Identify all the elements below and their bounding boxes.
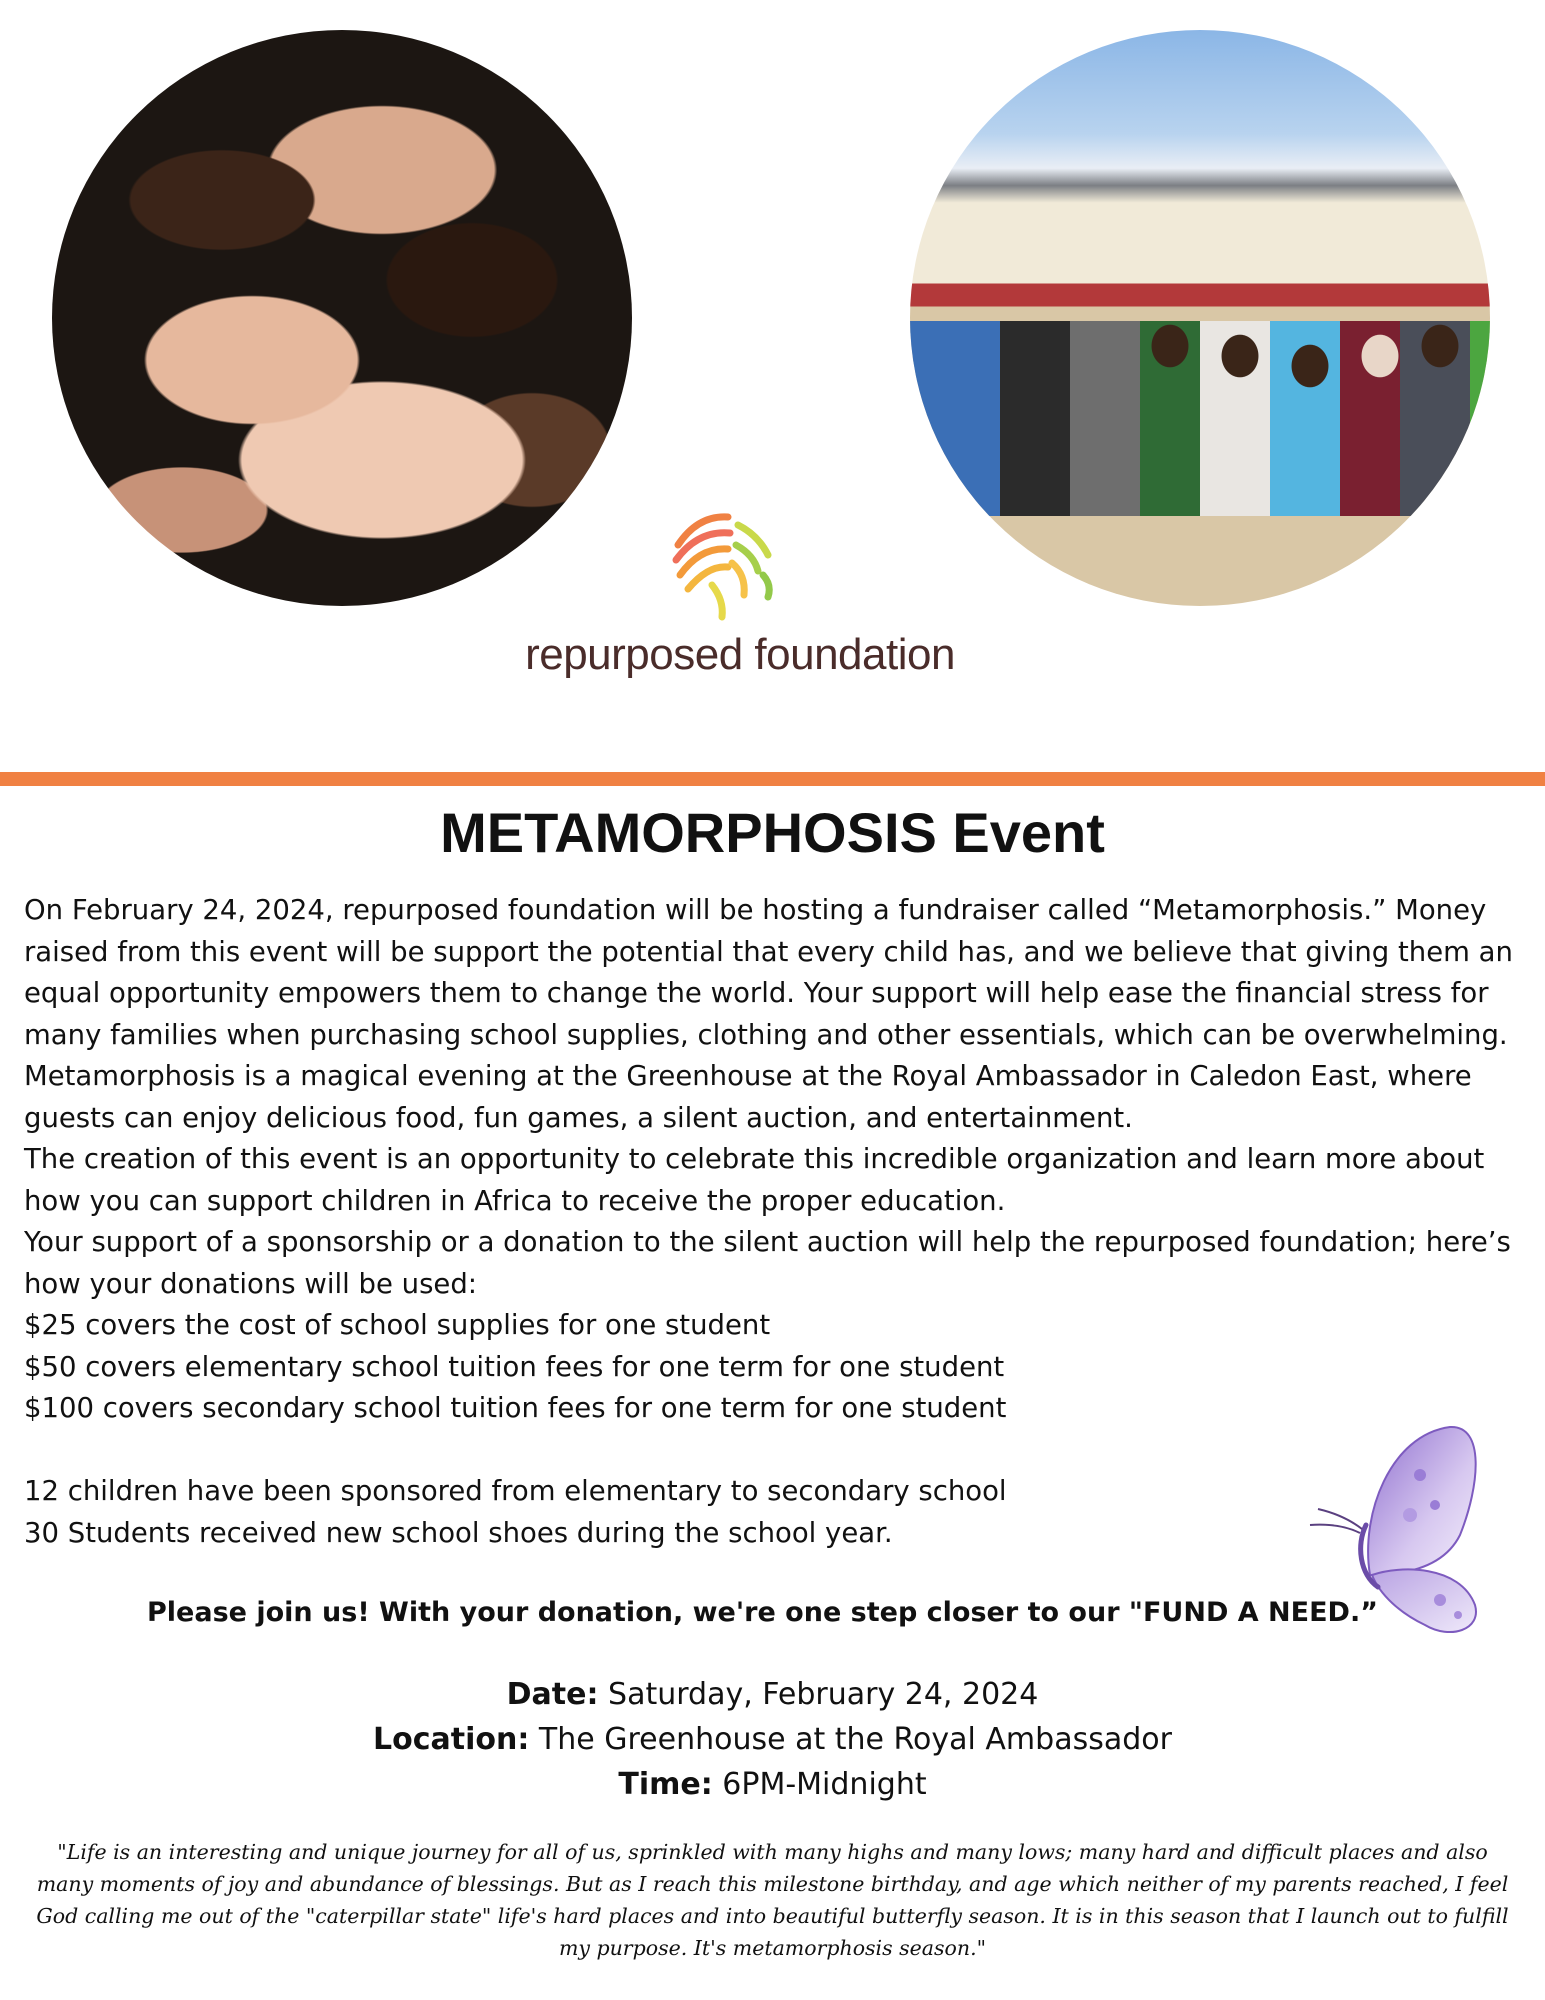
birthday-quote: "Life is an interesting and unique journey for all of us, sprinkled with many highs and many lows; many hard and difficult places and also many moments of joy and abundance of blessings. But as I reach this milestone birthday, and age which neither of my parents reached, I feel God calling me out of the "caterpillar state" life's hard places and into beautiful butterfly season. It is in this season that I launch out to fulfill my purpose. It's metamorphosis season." xyxy=(36,1840,1509,1960)
event-description xyxy=(24,890,1524,1554)
africa-map-logo-icon xyxy=(668,505,784,625)
event-location xyxy=(0,1717,1545,1762)
call-to-action: Please join us! With your donation, we're one step closer to our "FUND A NEED.” xyxy=(147,1597,1378,1628)
time-label: Time: xyxy=(618,1767,713,1802)
donation-item: $25 covers the cost of school supplies for one student xyxy=(24,1309,771,1341)
date-label: Date: xyxy=(506,1677,599,1712)
paragraph-celebrate: The creation of this event is an opportunity to celebrate this incredible organization and learn more about how you can support children in Africa to receive the proper education. xyxy=(24,1143,1485,1217)
achievement-item: 30 Students received new school shoes during the school year. xyxy=(24,1516,893,1549)
location-label: Location: xyxy=(373,1722,530,1757)
hands-together-photo xyxy=(52,30,632,606)
school-group-photo xyxy=(910,30,1490,606)
event-details xyxy=(0,1672,1545,1807)
achievement-item: 12 children have been sponsored from elementary to secondary school xyxy=(24,1475,1007,1507)
paragraph-intro: On February 24, 2024, repurposed foundation will be hosting a fundraiser called “Metamorphosis.” Money raised from this event will be support the potential that every child has, and we believe that giving them an equal opportunity empowers them to change the world. Your support will help ease the financial stress for many families when purchasing school supplies, clothing and other essentials, which can be overwhelming. xyxy=(24,894,1513,1051)
time-value: 6PM-Midnight xyxy=(712,1767,927,1802)
foundation-logo-text: repurposed foundation xyxy=(525,630,955,679)
group-of-people xyxy=(910,256,1490,516)
paragraph-support: Your support of a sponsorship or a donation to the silent auction will help the repurposed foundation; here’s how your donations will be used: xyxy=(24,1226,1511,1300)
paragraph-evening: Metamorphosis is a magical evening at the Greenhouse at the Royal Ambassador in Caledon East, where guests can enjoy delicious food, fun games, a silent auction, and entertainment. xyxy=(24,1060,1472,1134)
page-title: METAMORPHOSIS Event xyxy=(440,801,1105,864)
donation-item: $100 covers secondary school tuition fees for one term for one student xyxy=(24,1392,1007,1424)
donation-item: $50 covers elementary school tuition fees for one term for one student xyxy=(24,1350,1005,1383)
butterfly-icon xyxy=(1300,1425,1490,1645)
date-value: Saturday, February 24, 2024 xyxy=(598,1677,1039,1712)
location-value: The Greenhouse at the Royal Ambassador xyxy=(529,1722,1172,1757)
event-date xyxy=(0,1672,1545,1717)
orange-divider xyxy=(0,772,1545,786)
event-time xyxy=(0,1762,1545,1807)
